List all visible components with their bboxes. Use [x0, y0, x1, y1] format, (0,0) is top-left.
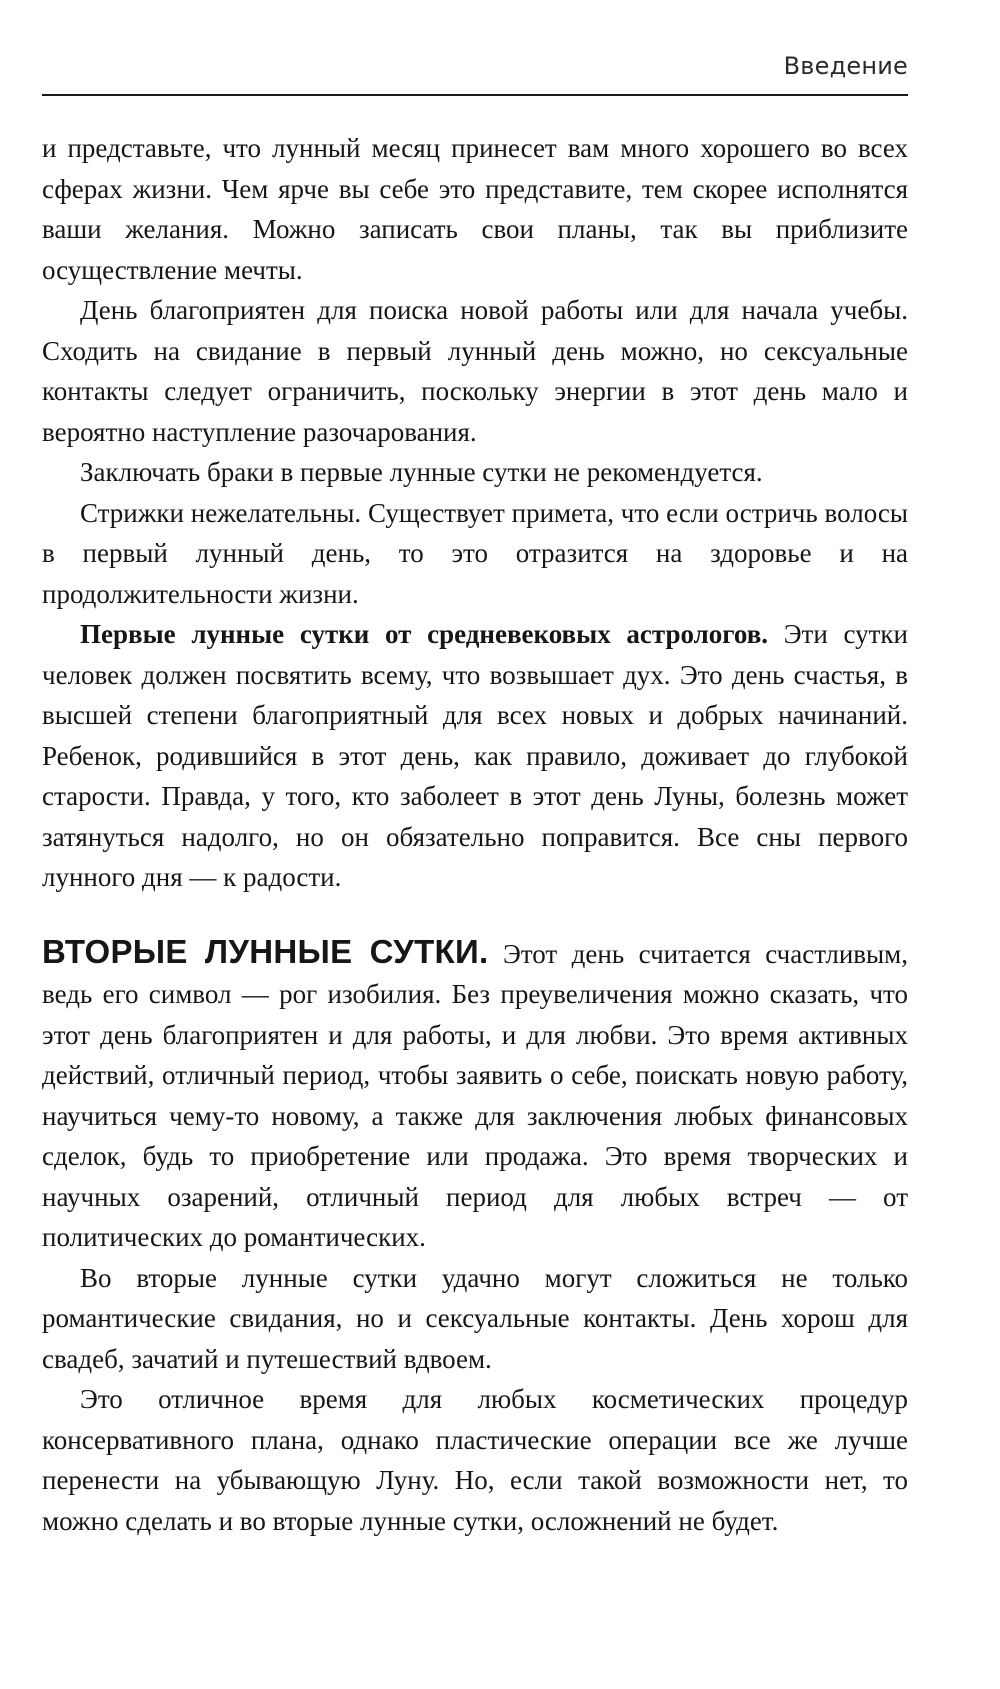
- section-intro: Этот день считается счастливым, ведь его символ — рог изобилия. Без преувеличения можно сказать, что этот день благоприятен и для работы, и для любви. Это время активных действий, отличный период, чтобы заявить о себе, поискать новую работу, научиться чему-то новому, а также для заключения любых финансовых сделок, будь то приобретение или продажа. Это время творческих и научных озарений, отличный период для любых встреч — от политических до романтических.: [42, 938, 908, 1252]
- section-second-lunar-day: [42, 932, 908, 1258]
- page-body: [42, 128, 908, 1541]
- section-heading: ВТОРЫЕ ЛУННЫЕ СУТКИ.: [42, 932, 489, 970]
- paragraph-continuation: и представьте, что лунный месяц принесет вам много хорошего во всех сферах жизни. Чем ярче вы себе это представите, тем скорее исполнятся ваши желания. Можно записать свои планы, так вы приблизите осуществление мечты.: [42, 133, 908, 285]
- paragraph-medieval-astrologers: [42, 614, 908, 898]
- paragraph-body: Эти сутки человек должен посвятить всему, что возвышает дух. Это день счастья, в высшей степени благоприятный для всех новых и добрых начинаний. Ребенок, родившийся в этот день, как правило, доживает до глубокой старости. Правда, у того, кто заболеет в этот день Луны, болезнь может затянуться надолго, но он обязательно поправится. Все сны первого лунного дня — к радости.: [42, 619, 908, 892]
- paragraph-lead-bold: Первые лунные сутки от средневековых астрологов.: [80, 619, 769, 649]
- paragraph-romance: Во вторые лунные сутки удачно могут сложиться не только романтические свидания, но и сексуальные контакты. День хорош для свадеб, зачатий и путешествий вдвоем.: [42, 1262, 908, 1374]
- paragraph-job-search: День благоприятен для поиска новой работы или для начала учебы. Сходить на свидание в первый лунный день можно, но сексуальные контакты следует ограничить, поскольку энергии в этот день мало и вероятно наступление разочарования.: [42, 295, 908, 447]
- paragraph-cosmetics: Это отличное время для любых косметических процедур консервативного плана, однако пластические операции все же лучше перенести на убывающую Луну. Но, если такой возможности нет, то можно сделать и во вторые лунные сутки, осложнений не будет.: [42, 1384, 908, 1536]
- paragraph-haircuts: Стрижки нежелательны. Существует примета, что если остричь волосы в первый лунный день, то это отразится на здоровье и на продолжительности жизни.: [42, 497, 908, 609]
- running-header: Введение: [783, 52, 908, 80]
- header-rule: [42, 94, 908, 96]
- book-page: [42, 0, 908, 1689]
- paragraph-marriage: Заключать браки в первые лунные сутки не рекомендуется.: [80, 457, 763, 487]
